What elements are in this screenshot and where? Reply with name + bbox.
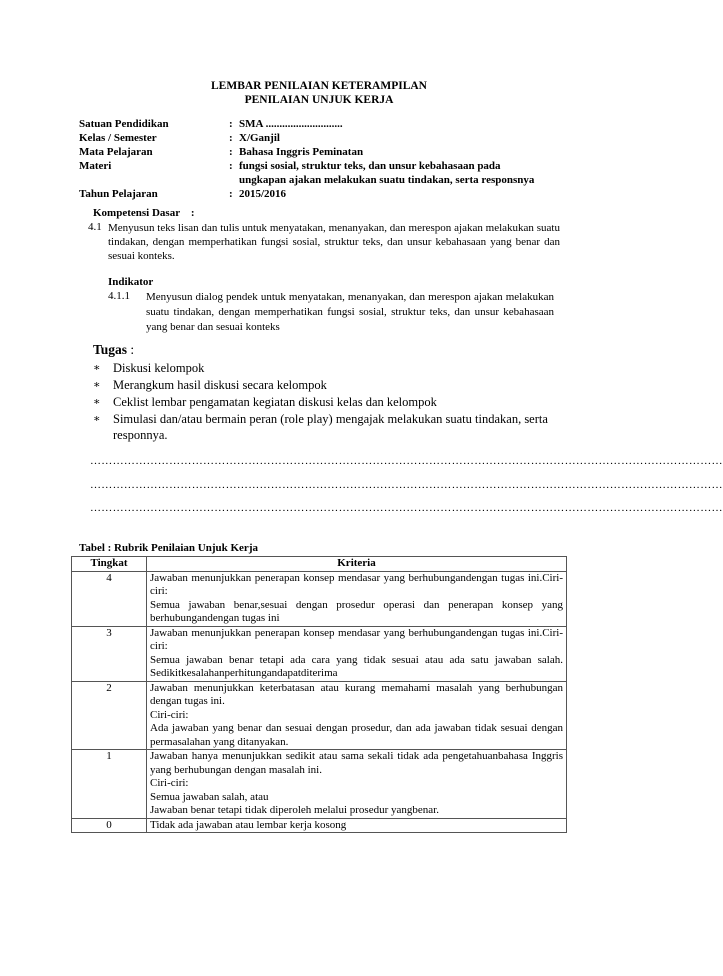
kriteria-line: Tidak ada jawaban atau lembar kerja kosong: [150, 818, 347, 831]
kriteria-line: Jawaban menunjukkan penerapan konsep mendasar yang berhubungandengan tugas ini.Ciri-ciri:: [150, 571, 563, 597]
info-value: fungsi sosial, struktur teks, dan unsur kebahasaan pada: [239, 160, 501, 172]
kriteria-line: Semua jawaban benar,sesuai dengan prosedur operasi dan penerapan konsep yang berhubungandengan tugas ini: [150, 598, 563, 624]
document-title: LEMBAR PENILAIAN KETERAMPILAN: [211, 80, 427, 92]
answer-line: ……………………………………………………………………………………………………………………………………………………: [90, 455, 723, 467]
kriteria-line: Semua jawaban salah, atau: [150, 790, 269, 803]
bullet-icon: ∗: [93, 396, 101, 408]
kriteria-line: Jawaban menunjukkan keterbatasan atau kurang memahami masalah yang berhubungan dengan tugas ini.: [150, 681, 563, 707]
bullet-icon: ∗: [93, 362, 101, 374]
table-caption: Tabel : Rubrik Penilaian Unjuk Kerja: [79, 542, 258, 554]
info-row-materi-cont: [79, 173, 579, 187]
list-item-text: Diskusi kelompok: [113, 361, 205, 375]
info-value: SMA ............................: [239, 118, 343, 130]
info-row-kelas: [79, 131, 579, 145]
bullet-icon: ∗: [93, 413, 101, 425]
tugas-heading-label: Tugas: [93, 342, 128, 357]
info-value: Bahasa Inggris Peminatan: [239, 146, 364, 158]
answer-line: ……………………………………………………………………………………………………………………………………………………: [90, 502, 723, 514]
indikator-text: Menyusun dialog pendek untuk menyatakan, menanyakan, dan merespon ajakan melakukan suatu tindakan, dengan memperhatikan fungsi sosial, struktur teks, dan unsur kebahasaan yang benar dan sesuai konteks: [146, 291, 554, 333]
table-row: [72, 681, 567, 750]
info-colon: :: [229, 160, 233, 172]
kriteria-cell: [147, 571, 567, 626]
list-item: [93, 411, 563, 443]
answer-line: ……………………………………………………………………………………………………………………………………………………: [90, 479, 723, 491]
info-block: [79, 117, 579, 201]
info-row-tahun: [79, 187, 579, 201]
tingkat-cell: 2: [72, 681, 147, 750]
tingkat-cell: 4: [72, 571, 147, 626]
table-row: [72, 626, 567, 681]
info-row-satuan: [79, 117, 579, 131]
info-label: Kelas / Semester: [79, 132, 157, 144]
kriteria-line: Jawaban hanya menunjukkan sedikit atau sama sekali tidak ada pengetahuanbahasa Inggris yang berhubungan dengan masalah ini.: [150, 750, 563, 776]
kriteria-cell: [147, 681, 567, 750]
list-item-text: Simulasi dan/atau bermain peran (role play) mengajak melakukan suatu tindakan, serta responnya.: [113, 412, 548, 442]
list-item-text: Ceklist lembar pengamatan kegiatan diskusi kelas dan kelompok: [113, 395, 437, 409]
info-row-materi: [79, 159, 579, 173]
indikator-heading: Indikator: [108, 276, 154, 288]
tugas-heading-suffix: :: [127, 342, 135, 357]
kd-heading: Kompetensi Dasar :: [93, 207, 195, 219]
kriteria-line: Jawaban menunjukkan penerapan konsep mendasar yang berhubungandengan tugas ini.Ciri-ciri:: [150, 626, 563, 652]
tingkat-cell: 3: [72, 626, 147, 681]
table-row: [72, 818, 567, 833]
kriteria-cell: [147, 626, 567, 681]
kd-number: 4.1: [88, 221, 102, 233]
column-header-kriteria: Kriteria: [147, 557, 567, 572]
info-value: X/Ganjil: [239, 132, 280, 144]
table-row: [72, 571, 567, 626]
kriteria-cell: [147, 750, 567, 819]
info-value: 2015/2016: [239, 188, 287, 200]
info-label: Mata Pelajaran: [79, 146, 153, 158]
info-value: ungkapan ajakan melakukan suatu tindakan, serta responsnya: [239, 174, 535, 186]
kriteria-line: Jawaban benar tetapi tidak diperoleh melalui prosedur yangbenar.: [150, 804, 439, 816]
info-colon: :: [229, 146, 233, 158]
rubric-table: [71, 556, 567, 833]
kriteria-cell: [147, 818, 567, 833]
tingkat-cell: 0: [72, 818, 147, 833]
table-header-row: [72, 557, 567, 572]
tugas-list: [93, 360, 563, 444]
list-item: [93, 377, 563, 393]
list-item: [93, 394, 563, 410]
column-header-tingkat: Tingkat: [72, 557, 147, 572]
tugas-heading: [93, 342, 134, 358]
info-label: Satuan Pendidikan: [79, 118, 169, 130]
document-subtitle: PENILAIAN UNJUK KERJA: [244, 94, 394, 106]
info-label: Materi: [79, 160, 112, 172]
info-label: Tahun Pelajaran: [79, 188, 158, 200]
info-row-mapel: [79, 145, 579, 159]
kd-text: Menyusun teks lisan dan tulis untuk menyatakan, menanyakan, dan merespon ajakan melakukan suatu tindakan, dengan memperhatikan fungsi sosial, struktur teks, dan unsur kebahasaan yang benar dan sesuai konteks.: [108, 222, 560, 262]
list-item: [93, 360, 563, 376]
kriteria-line: Ciri-ciri:: [150, 777, 189, 789]
info-colon: :: [229, 188, 233, 200]
info-colon: :: [229, 132, 233, 144]
info-colon: :: [229, 118, 233, 130]
kriteria-line: Semua jawaban benar tetapi ada cara yang tidak sesuai atau ada satu jawaban salah. Sedikitkesalahanperhitungandapatditerima: [150, 653, 563, 679]
tingkat-cell: 1: [72, 750, 147, 819]
list-item-text: Merangkum hasil diskusi secara kelompok: [113, 378, 327, 392]
kriteria-line: Ada jawaban yang benar dan sesuai dengan prosedur, dan ada jawaban tidak sesuai dengan permasalahan yang ditanyakan.: [150, 722, 563, 748]
bullet-icon: ∗: [93, 379, 101, 391]
table-row: [72, 750, 567, 819]
indikator-number: 4.1.1: [108, 290, 130, 302]
kriteria-line: Ciri-ciri:: [150, 708, 189, 721]
